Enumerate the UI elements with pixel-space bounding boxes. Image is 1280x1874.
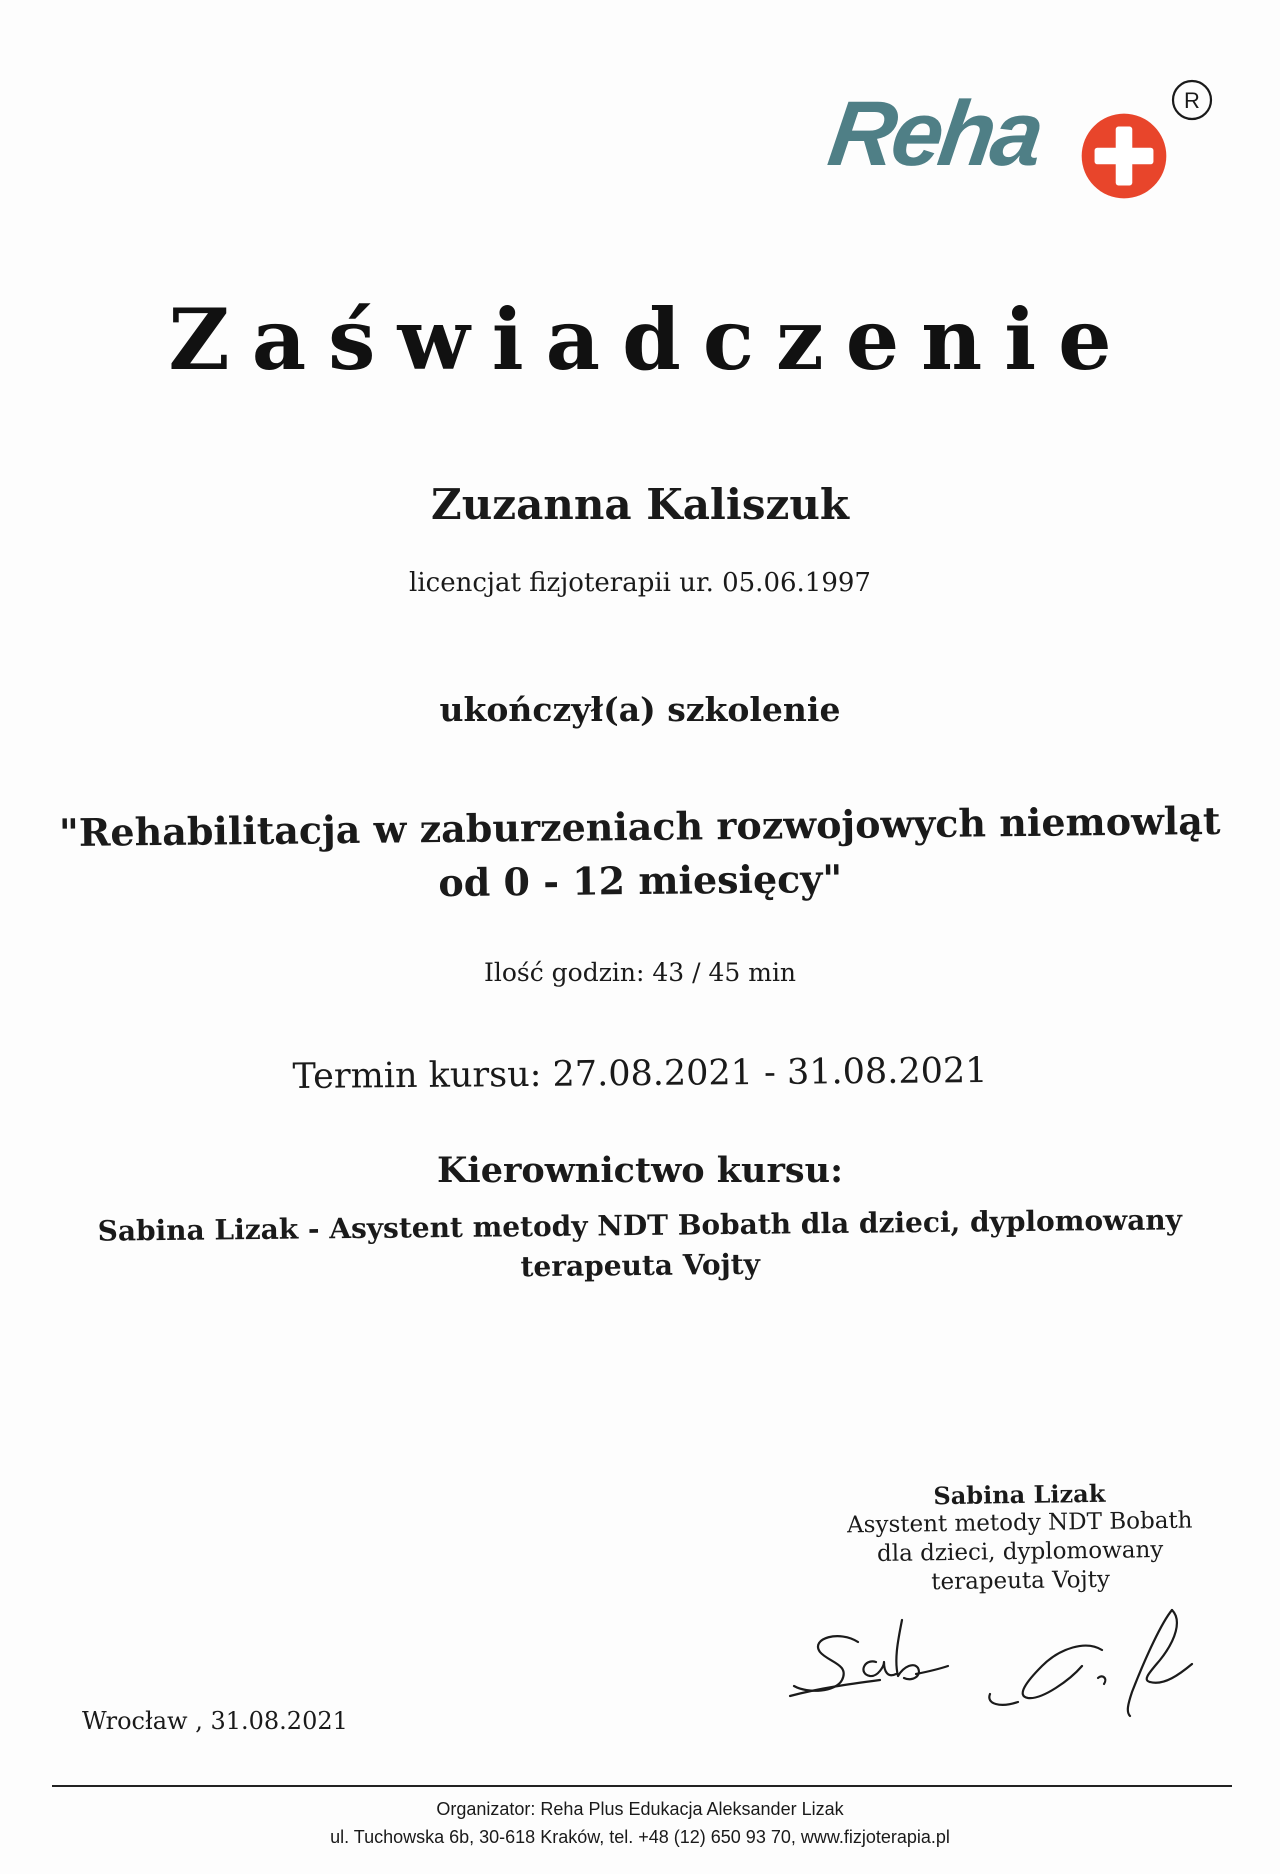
hours-line: Ilość godzin: 43 / 45 min bbox=[483, 958, 797, 987]
signatory-role-line-1: Asystent metody NDT Bobath bbox=[846, 1507, 1193, 1539]
management-title: Kierownictwo kursu: bbox=[437, 1150, 843, 1191]
place-and-date: Wrocław , 31.08.2021 bbox=[82, 1707, 348, 1735]
completed-line: ukończył(a) szkolenie bbox=[439, 690, 841, 729]
course-title bbox=[0, 793, 1280, 914]
reha-plus-logo bbox=[822, 83, 1210, 208]
course-title-line-1: "Rehabilitacja w zaburzeniach rozwojowych niemowląt bbox=[58, 797, 1221, 856]
course-title-line-2: od 0 - 12 miesięcy" bbox=[438, 855, 843, 906]
signatory-role-line-3: terapeuta Vojty bbox=[931, 1566, 1111, 1596]
management-line-2: terapeuta Vojty bbox=[520, 1247, 761, 1284]
logo-wordmark: Reha bbox=[822, 83, 1047, 185]
plus-icon bbox=[1078, 110, 1170, 202]
signatory-role-line-2: dla dzieci, dyplomowany bbox=[876, 1537, 1164, 1567]
signatory-block bbox=[819, 1477, 1221, 1599]
footer-organizer: Organizator: Reha Plus Edukacja Aleksander Lizak bbox=[436, 1799, 844, 1819]
recipient-name: Zuzanna Kaliszuk bbox=[431, 480, 849, 529]
svg-text:R: R bbox=[1184, 88, 1200, 113]
certificate-title: Zaświadczenie bbox=[168, 290, 1134, 389]
handwritten-signature bbox=[780, 1600, 1220, 1730]
footer-address: ul. Tuchowska 6b, 30-618 Kraków, tel. +48 (12) 650 93 70, www.fizjoterapia.pl bbox=[330, 1827, 950, 1847]
degree-line: licencjat fizjoterapii ur. 05.06.1997 bbox=[409, 568, 871, 598]
footer-divider bbox=[52, 1785, 1232, 1787]
management-description bbox=[0, 1199, 1280, 1292]
course-term: Termin kursu: 27.08.2021 - 31.08.2021 bbox=[292, 1050, 988, 1098]
registered-icon bbox=[1170, 78, 1214, 122]
signatory-name: Sabina Lizak bbox=[933, 1478, 1106, 1511]
management-line-1: Sabina Lizak - Asystent metody NDT Bobath dla dzieci, dyplomowany bbox=[97, 1203, 1183, 1248]
